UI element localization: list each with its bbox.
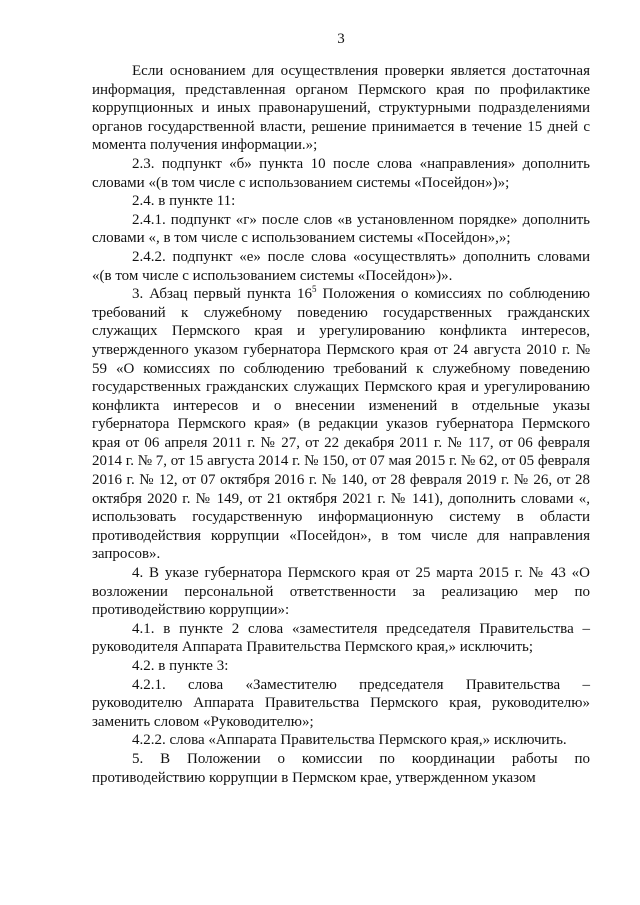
- paragraph-3: [92, 285, 590, 564]
- paragraph-4-2: 4.2. в пункте 3:: [132, 658, 229, 674]
- paragraph-4: 4. В указе губернатора Пермского края от 25 марта 2015 г. № 43 «О возложении персональной ответственности за реализацию мер по противодействию коррупции»:: [92, 565, 590, 619]
- paragraph-4-2-2: 4.2.2. слова «Аппарата Правительства Пермского края,» исключить.: [132, 732, 567, 749]
- paragraph-2-4-2: 2.4.2. подпункт «е» после слова «осуществлять» дополнить словами «(в том числе с использованием системы «Посейдон»)».: [92, 248, 590, 284]
- paragraph-5: 5. В Положении о комиссии по координации работы по противодействию коррупции в Пермском крае, утвержденном указом: [92, 750, 590, 786]
- paragraph-2-4: 2.4. в пункте 11:: [132, 193, 236, 210]
- paragraph-3-rest: Положения о комиссиях по соблюдению требований к служебному поведению государственных гражданских служащих Пермского края и урегулированию конфликта интересов, утвержденного указом губернатора Пермского края от 24 августа 2010 г. № 59 «О комиссиях по соблюдению требований к служебному поведению государственных гражданских служащих Пермского края и урегулированию конфликта интересов и о внесении изменений в отдельные указы губернатора Пермского края» (в редакции указов губернатора Пермского края от 06 апреля 2011 г. № 27, от 22 декабря 2011 г. № 117, от 06 февраля 2014 г. № 7, от 15 августа 2014 г. № 150, от 07 мая 2015 г. № 62, от 05 февраля 2016 г. № 12, от 07 октября 2016 г. № 140, от 28 февраля 2019 г. № 26, от 28 октября 2020 г. № 149, от 21 октября 2021 г. № 141), дополнить словами «, использовать государственную информационную систему в области противодействия коррупции «Посейдон», в том числе для направления запросов».: [92, 286, 591, 563]
- paragraph-2-3: 2.3. подпункт «б» пункта 10 после слова «направления» дополнить словами «(в том числе с использованием системы «Посейдон»)»;: [92, 155, 590, 191]
- page-number: 3: [337, 31, 345, 47]
- paragraph-4-1: 4.1. в пункте 2 слова «заместителя председателя Правительства – руководителя Аппарата Правительства Пермского края,» исключить;: [92, 620, 590, 656]
- document-body: [92, 62, 590, 787]
- footnote-superscript: 5: [312, 284, 317, 295]
- paragraph-verification-basis: Если основанием для осуществления проверки является достаточная информация, представленная органом Пермского края по профилактике коррупционных и иных правонарушений, структурными подразделениями органов государственной власти, решение принимается в течение 15 дней с момента получения информации.»;: [92, 63, 590, 154]
- paragraph-4-2-1: 4.2.1. слова «Заместителю председателя Правительства – руководителю Аппарата Правительства Пермского края, руководителю» заменить словом «Руководителю»;: [92, 676, 590, 730]
- paragraph-2-4-1: 2.4.1. подпункт «г» после слов «в установленном порядке» дополнить словами «, в том числе с использованием системы «Посейдон»,»;: [92, 211, 590, 247]
- paragraph-3-start: 3. Абзац первый пункта 16: [132, 286, 313, 303]
